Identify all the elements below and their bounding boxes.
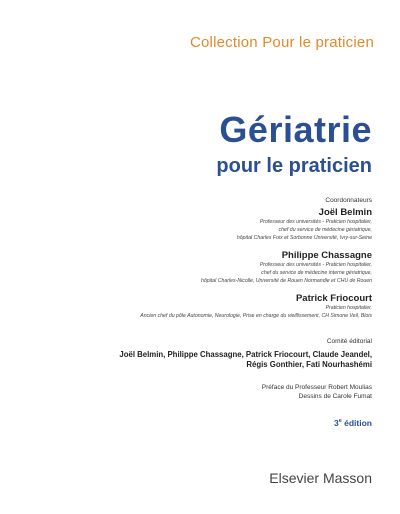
preface-block (262, 383, 372, 401)
coordinator-affiliation-line: hôpital Charles Foix et Sorbonne Université, Ivry-sur-Seine (236, 235, 372, 241)
coordinator-affiliation-line: Professeur des universités - Praticien hospitalier, (259, 262, 372, 268)
committee-members-line: Régis Gonthier, Fati Nourhashémi (246, 360, 372, 369)
edition-word: édition (344, 418, 372, 428)
drawings-line: Dessins de Carole Fumat (298, 393, 372, 400)
coordinators-label: Coordonnateurs (325, 197, 372, 204)
coordinator-entry (140, 250, 372, 285)
coordinator-name: Philippe Chassagne (281, 250, 372, 261)
edition-suffix: e (338, 418, 342, 425)
coordinator-affiliation-line: Praticien hospitalier, (325, 305, 372, 311)
edition-number: 3 (333, 418, 339, 428)
committee-label: Comité éditorial (326, 338, 372, 345)
coordinator-name: Joël Belmin (318, 207, 372, 218)
publisher-name: Elsevier Masson (269, 470, 372, 486)
committee-block (119, 338, 372, 370)
coordinator-entry (140, 293, 372, 320)
book-title: Gériatrie (219, 109, 372, 150)
coordinator-name: Patrick Friocourt (295, 293, 372, 304)
preface-line: Préface du Professeur Robert Moulias (261, 384, 372, 391)
coordinator-affiliation-line: Ancien chef du pôle Autonomie, Neurologie, Prise en charge du vieillissement, CH Simone Veil, Blois (140, 313, 372, 319)
coordinator-entry (140, 207, 372, 242)
book-subtitle: pour le praticien (216, 155, 372, 177)
committee-members-line: Joël Belmin, Philippe Chassagne, Patrick Friocourt, Claude Jeandel, (119, 350, 372, 359)
coordinator-affiliation-line: hôpital Charles-Nicolle, Université de Rouen Normandie et CHU de Rouen (201, 278, 372, 284)
coordinator-affiliation-line: chef du service de médecine interne gériatrique, (261, 270, 372, 276)
edition-label (334, 418, 372, 428)
coordinator-affiliation-line: Professeur des universités - Praticien hospitalier, (259, 219, 372, 225)
collection-name: Collection Pour le praticien (189, 34, 374, 51)
coordinator-affiliation-line: chef du service de médecine gériatrique, (278, 227, 372, 233)
coordinators-block (140, 197, 372, 320)
